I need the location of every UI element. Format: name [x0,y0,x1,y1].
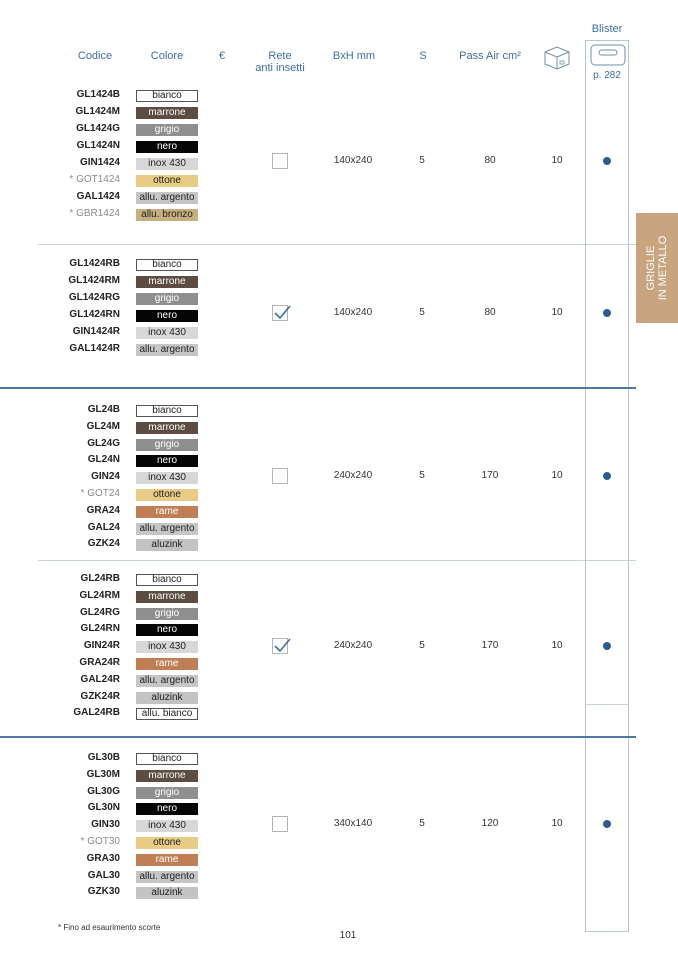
product-code: GRA24 [86,505,120,516]
product-code: GL24RG [79,607,120,618]
header-euro: € [218,50,226,62]
side-tab-label [645,236,669,301]
footnote: * Fino ad esaurimento scorte [58,923,161,932]
s-value: 5 [419,818,425,829]
product-code: GL1424RB [69,258,120,269]
product-code: GL24G [87,438,120,449]
product-code: GIN24 [91,471,120,482]
product-code: * GBR1424 [69,208,120,219]
product-code: GAL24R [80,674,120,685]
color-swatch: nero [136,803,198,815]
header-s: S [419,50,427,62]
header-pass-air: Pass Air cm² [459,50,521,62]
pass-air-value: 80 [484,307,496,318]
rete-checkbox [272,468,288,484]
product-code: GL24N [87,454,120,465]
header-blister: Blister [591,23,623,35]
product-code: GL1424RN [69,309,120,320]
color-swatch: allu. argento [136,871,198,883]
blister-divider [586,704,629,705]
product-code: GL24RM [79,590,120,601]
side-tab-line2: IN METALLO [657,235,669,301]
product-code: GL24M [86,421,120,432]
blister-available-dot [603,472,611,480]
checkmark-icon [273,303,293,323]
dimension-value: 340x140 [333,818,373,829]
color-swatch: marrone [136,107,198,119]
page-number: 101 [339,930,357,941]
blister-available-dot [603,642,611,650]
product-code: GAL1424R [69,343,120,354]
color-swatch: allu. argento [136,344,198,356]
product-code: GAL24 [87,522,120,533]
rete-checkbox-checked [272,638,288,654]
color-swatch: grigio [136,608,198,620]
color-swatch: grigio [136,293,198,305]
box-quantity-value: 10 [551,818,563,829]
product-code: GAL30 [87,870,120,881]
header-bxh: BxH mm [332,50,376,62]
blister-page-ref: p. 282 [593,70,621,81]
s-value: 5 [419,155,425,166]
product-code: * GOT24 [80,488,120,499]
color-swatch: inox 430 [136,472,198,484]
side-tab-line1: GRIGLIE [645,245,657,291]
product-code: GL24B [87,404,120,415]
color-swatch: bianco [136,259,198,271]
dimension-value: 240x240 [333,470,373,481]
pass-air-value: 120 [481,818,499,829]
checkmark-icon [273,636,293,656]
color-swatch: allu. argento [136,192,198,204]
color-swatch: inox 430 [136,641,198,653]
product-code: GL1424G [76,123,120,134]
color-swatch: marrone [136,276,198,288]
product-code: GZK24R [80,691,120,702]
s-value: 5 [419,640,425,651]
box-quantity-value: 10 [551,470,563,481]
color-swatch: aluzink [136,539,198,551]
color-swatch: bianco [136,90,198,102]
product-code: GL30M [86,769,120,780]
product-code: GL24RN [80,623,120,634]
color-swatch: nero [136,310,198,322]
box-icon [543,45,571,76]
product-code: GL30N [87,802,120,813]
section-separator [0,736,636,738]
product-code: GL30B [87,752,120,763]
product-code: GAL1424 [76,191,120,202]
product-code: GL1424RM [68,275,120,286]
product-code: GIN24R [83,640,120,651]
header-rete [248,50,312,74]
product-code: GIN30 [91,819,120,830]
color-swatch: allu. bianco [136,708,198,720]
group-separator [38,244,636,245]
color-swatch: rame [136,506,198,518]
color-swatch: grigio [136,124,198,136]
product-code: GRA30 [86,853,120,864]
product-code: * GOT1424 [69,174,120,185]
blister-available-dot [603,157,611,165]
pass-air-value: 170 [481,470,499,481]
pass-air-value: 80 [484,155,496,166]
rete-checkbox [272,816,288,832]
dimension-value: 140x240 [333,307,373,318]
box-quantity-value: 10 [551,307,563,318]
color-swatch: marrone [136,422,198,434]
color-swatch: ottone [136,175,198,187]
color-swatch: nero [136,455,198,467]
group-separator [38,560,636,561]
color-swatch: rame [136,854,198,866]
color-swatch: allu. argento [136,523,198,535]
product-code: GZK24 [87,538,120,549]
s-value: 5 [419,307,425,318]
color-swatch: ottone [136,837,198,849]
box-quantity-value: 10 [551,640,563,651]
color-swatch: bianco [136,753,198,765]
rete-checkbox [272,153,288,169]
dimension-value: 140x240 [333,155,373,166]
header-rete-line2: anti insetti [255,62,305,74]
color-swatch: grigio [136,787,198,799]
dimension-value: 240x240 [333,640,373,651]
color-swatch: bianco [136,574,198,586]
color-swatch: inox 430 [136,327,198,339]
pass-air-value: 170 [481,640,499,651]
product-code: GRA24R [79,657,120,668]
product-code: GL1424M [75,106,120,117]
header-rete-line1: Rete [268,50,292,62]
box-quantity-value: 10 [551,155,563,166]
color-swatch: grigio [136,439,198,451]
color-swatch: bianco [136,405,198,417]
s-value: 5 [419,470,425,481]
blister-hook-icon [590,44,626,71]
product-code: GL24RB [80,573,120,584]
color-swatch: aluzink [136,887,198,899]
section-separator [0,387,636,389]
product-code: GL1424N [76,140,120,151]
blister-column [585,40,629,932]
side-tab [636,213,678,323]
header-colore: Colore [150,50,184,62]
color-swatch: marrone [136,770,198,782]
rete-checkbox-checked [272,305,288,321]
color-swatch: aluzink [136,692,198,704]
product-code: GZK30 [87,886,120,897]
color-swatch: allu. bronzo [136,209,198,221]
header-codice: Codice [77,50,113,62]
color-swatch: inox 430 [136,158,198,170]
product-code: GIN1424 [79,157,120,168]
color-swatch: inox 430 [136,820,198,832]
product-code: GL1424B [76,89,120,100]
product-code: * GOT30 [80,836,120,847]
product-code: GL1424RG [68,292,120,303]
color-swatch: nero [136,141,198,153]
color-swatch: nero [136,624,198,636]
product-code: GL30G [87,786,120,797]
product-code: GIN1424R [72,326,120,337]
color-swatch: ottone [136,489,198,501]
color-swatch: rame [136,658,198,670]
product-code: GAL24RB [73,707,120,718]
color-swatch: allu. argento [136,675,198,687]
blister-available-dot [603,820,611,828]
blister-available-dot [603,309,611,317]
color-swatch: marrone [136,591,198,603]
